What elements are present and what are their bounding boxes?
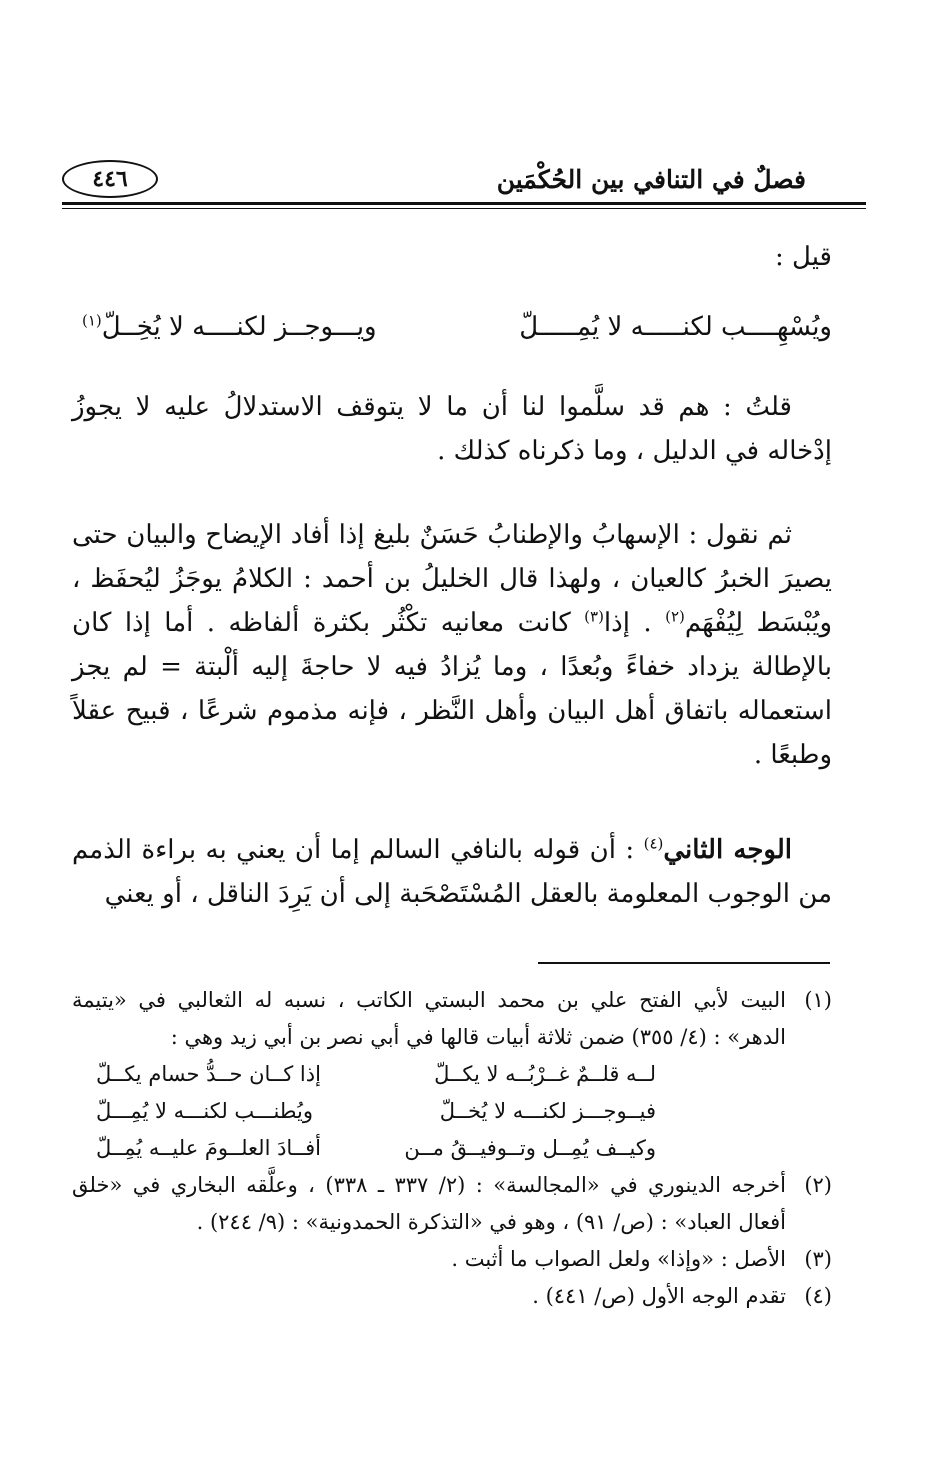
footnote-number: (٣)	[804, 1247, 832, 1271]
footnote-3	[72, 1241, 832, 1278]
poem-line: فيــوجـــز لكنـــه لا يُخــلّ ويُطنـــب لكنـــه لا يُمِـــلّ	[96, 1099, 656, 1123]
verse-hemistich-2: ويـــوجــز لكنــــه لا يُخِــلّ$^{(١)}$	[82, 311, 377, 342]
running-title: فصلٌ في التنافي بين الحُكْمَين	[496, 165, 806, 194]
paragraph-1: قلتُ : هم قد سلَّموا لنا أن ما لا يتوقف الاستدلالُ عليه لا يجوزُ إدْخاله في الدليل ، وما ذكرناه كذلك .	[72, 392, 832, 466]
footnote-separator	[538, 962, 830, 964]
footnote-1	[72, 982, 832, 1167]
footnote-number: (١)	[804, 988, 832, 1012]
qil-label: قيل :	[775, 242, 832, 272]
footnote-2	[72, 1167, 832, 1241]
footnote-ref-2[interactable]: (٢)	[665, 607, 685, 626]
footnotes	[72, 982, 832, 1315]
page-header	[62, 160, 866, 210]
footnote-poem	[72, 1056, 786, 1167]
header-rule-thick	[62, 202, 866, 205]
footnote-text: الأصل : «وإذا» ولعل الصواب ما أثبت .	[451, 1247, 786, 1271]
paragraph-3: الوجه الثاني$^{(٤)}$ : أن قوله بالنافي السالم إما أن يعني به براءة الذمم من الوجوب المعلومة بالعقل المُسْتَصْحَبة إلى أن يَرِدَ الناقل ، أو يعني	[72, 834, 832, 909]
section-heading: الوجه الثاني	[663, 835, 792, 865]
page-number-badge: ٤٤٦	[62, 160, 158, 198]
poem-line: وكيــف يُمِــل وتــوفيــقُ مــن أفــادَ العلــومَ عليــه يُمِــلّ	[96, 1136, 656, 1160]
poem-line: لــه قلــمٌ غــرْبُــه لا يكــلّ إذا كــان حــدُّ حسام يكــلّ	[96, 1062, 656, 1086]
footnote-4	[72, 1278, 832, 1315]
verse-hemistich-1: ويُسْهِــــب لكنـــــه لا يُمِـــــلّ	[519, 312, 832, 342]
verse-line	[82, 305, 832, 349]
footnote-text: البيت لأبي الفتح علي بن محمد البستي الكاتب ، نسبه له الثعالبي في «يتيمة الدهر» : (٤/ ٣٥٥) ضمن ثلاثة أبيات قالها في أبي نصر بن أبي زيد وهي :	[72, 988, 786, 1049]
footnote-text: أخرجه الدينوري في «المجالسة» : (٢/ ٣٣٧ ـ ٣٣٨) ، وعلَّقه البخاري في «خلق أفعال العباد» : (ص/ ٩١) ، وهو في «التذكرة الحمدونية» : (٩/ ٢٤٤) .	[72, 1173, 786, 1234]
footnote-ref-1[interactable]: (١)	[82, 311, 102, 330]
footnote-text: تقدم الوجه الأول (ص/ ٤٤١) .	[532, 1284, 786, 1308]
header-rule-thin	[62, 208, 866, 209]
footnote-ref-4[interactable]: (٤)	[643, 834, 664, 853]
footnote-number: (٤)	[804, 1284, 832, 1308]
footnote-ref-3[interactable]: (٣)	[584, 607, 604, 626]
footnote-number: (٢)	[804, 1173, 832, 1197]
paragraph-2: ثم نقول : الإسهابُ والإطنابُ حَسَنٌ بليغ إذا أفاد الإيضاح والبيان حتى يصيرَ الخبرُ كالعيان ، ولهذا قال الخليلُ بن أحمد : الكلامُ يوجَزُ ليُحفَظ ، ويُبْسَط لِيُفْهَم$^{(٢)}$ . إذا$^{(٣)}$ كانت معانيه تكْثُر بكثرة ألفاظه . أما إذا كان بالإطالة يزداد خفاءً وبُعدًا ، وما يُزادُ فيه لا حاجةَ إليه ألْبتة = لم يجز استعماله باتفاق أهل البيان وأهل النَّظر ، فإنه مذموم شرعًا ، قبيح عقلاً وطبعًا .	[72, 520, 833, 770]
